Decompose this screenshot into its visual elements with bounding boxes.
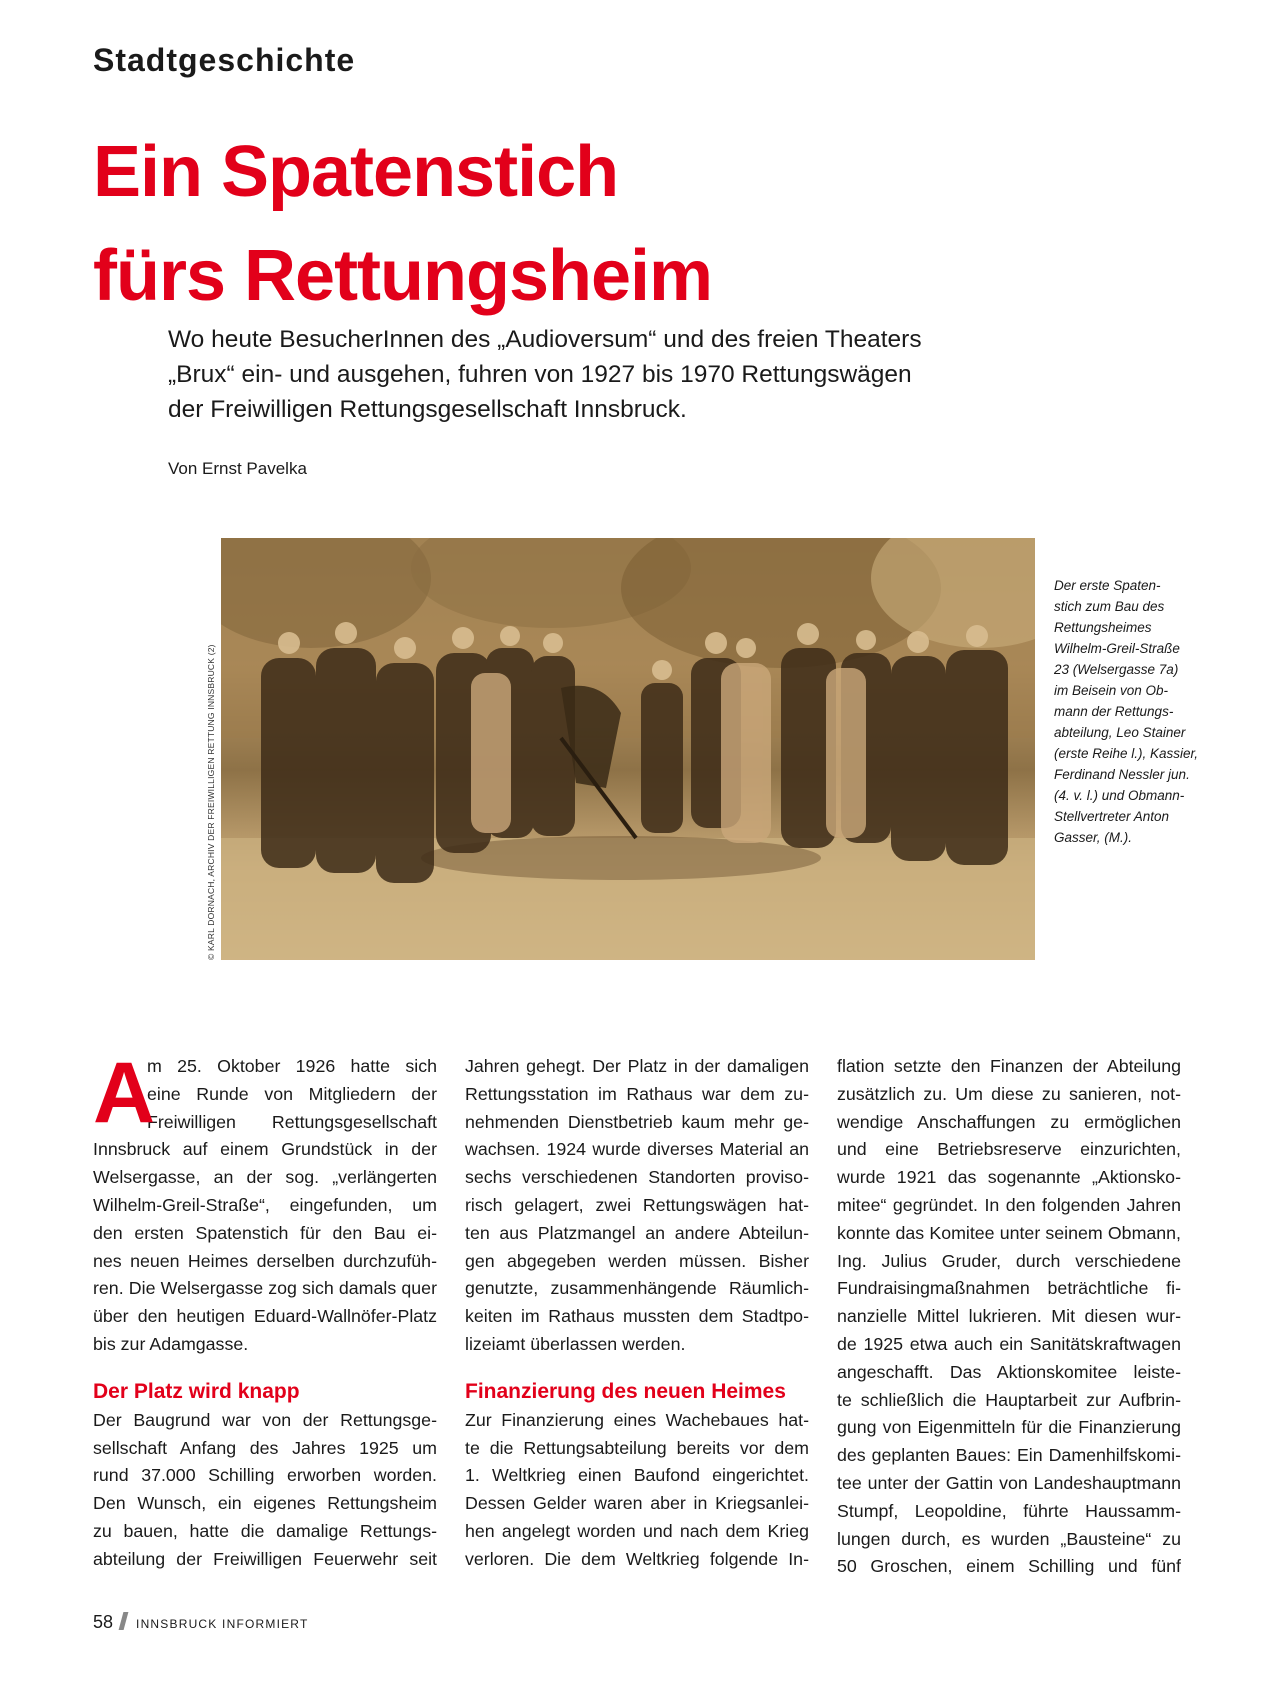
text-line: abteilung der Freiwilligen Feuerwehr seit xyxy=(93,1548,437,1569)
text-line: lungen durch, es wurden „Bausteine“ zu xyxy=(837,1528,1181,1549)
text-line: bis zur Adamgasse. xyxy=(93,1333,249,1354)
text-line: zusätzlich zu. Um diese zu sanieren, not- xyxy=(837,1083,1181,1104)
photo-credit: © KARL DORNACH, ARCHIV DER FREIWILLIGEN RETTUNG INNSBRUCK (2) xyxy=(206,644,216,960)
text-line: nanzielle Mittel lukrieren. Mit diesen wur- xyxy=(837,1306,1181,1327)
text-line: tee unter der Gattin von Landeshauptmann xyxy=(837,1472,1181,1493)
caption-line: Wilhelm-Greil-Straße xyxy=(1054,641,1180,656)
text-line: des geplanten Baues: Ein Damenhilfskomi- xyxy=(837,1445,1181,1466)
text-line: keiten im Rathaus mussten dem Stadtpo- xyxy=(465,1306,809,1327)
separator-bar xyxy=(119,1612,129,1630)
headline-line-2: fürs Rettungsheim xyxy=(93,236,713,316)
caption-line: 23 (Welsergasse 7a) xyxy=(1054,662,1179,677)
text-line: risch gelagert, zwei Rettungswägen hat- xyxy=(465,1194,809,1215)
text-line: 50 Groschen, einem Schilling und fünf xyxy=(837,1556,1181,1577)
text-line: Stumpf, Leopoldine, führte Haussamm- xyxy=(837,1500,1181,1521)
text-line: wachsen. 1924 wurde diverses Material an xyxy=(465,1139,809,1160)
text-line: Den Wunsch, ein eigenes Rettungsheim xyxy=(93,1493,437,1514)
caption-line: im Beisein von Ob- xyxy=(1054,683,1169,698)
text-line: Der Baugrund war von der Rettungsge- xyxy=(93,1409,437,1430)
text-line: eine Runde von Mitgliedern der xyxy=(147,1083,437,1104)
text-line: gen abgegeben werden müssen. Bisher xyxy=(465,1250,809,1271)
caption-line: mann der Rettungs- xyxy=(1054,704,1174,719)
section-label: Stadtgeschichte xyxy=(93,42,356,78)
text-line: gung von Eigenmitteln für die Finanzierung xyxy=(837,1417,1181,1438)
text-line: Freiwilligen Rettungsgesellschaft xyxy=(147,1111,437,1132)
text-line: konnte das Komitee unter seinem Obmann, xyxy=(837,1222,1181,1243)
magazine-name: INNSBRUCK INFORMIERT xyxy=(136,1617,309,1631)
caption-line: (erste Reihe l.), Kassier, xyxy=(1054,746,1199,761)
text-line: angeschafft. Das Aktionskomitee leiste- xyxy=(837,1361,1181,1382)
historic-photo xyxy=(221,538,1035,960)
text-line: nehmenden Dienstbetrieb kaum mehr ge- xyxy=(465,1111,809,1132)
text-line: verloren. Die dem Weltkrieg folgende In- xyxy=(465,1548,809,1569)
text-line: ren. Die Welsergasse zog sich damals quer xyxy=(93,1278,437,1299)
caption-line: Der erste Spaten- xyxy=(1054,578,1161,593)
text-line: lizeiamt überlassen werden. xyxy=(465,1333,686,1354)
text-line: rund 37.000 Schilling erworben worden. xyxy=(93,1465,437,1486)
text-line: de 1925 etwa auch ein Sanitätskraftwagen xyxy=(837,1333,1181,1354)
page-footer xyxy=(93,1612,308,1633)
text-line: Innsbruck auf einem Grundstück in der xyxy=(93,1139,437,1160)
text-line: sellschaft Anfang des Jahres 1925 um xyxy=(93,1437,437,1458)
lead-line: „Brux“ ein- und ausgehen, fuhren von 1927 bis 1970 Rettungswägen xyxy=(168,361,912,388)
caption-line: stich zum Bau des xyxy=(1054,599,1165,614)
text-line: te die Rettungsabteilung bereits vor dem xyxy=(465,1437,809,1458)
text-line: Fundraisingmaßnahmen beträchtliche fi- xyxy=(837,1278,1181,1299)
text-line: flation setzte den Finanzen der Abteilung xyxy=(837,1056,1181,1076)
text-line: Welsergasse, an der sog. „verlängerten xyxy=(93,1167,437,1188)
page-number: 58 xyxy=(93,1612,114,1632)
subheading: Der Platz wird knapp xyxy=(93,1379,300,1403)
byline: Von Ernst Pavelka xyxy=(168,459,307,478)
caption-line: Ferdinand Nessler jun. xyxy=(1054,767,1190,782)
lead-line: der Freiwilligen Rettungsgesellschaft Innsbruck. xyxy=(168,396,687,423)
text-line: m 25. Oktober 1926 hatte sich xyxy=(147,1056,437,1076)
article-column-2 xyxy=(465,1053,809,1574)
headline xyxy=(93,120,993,328)
article-column-3 xyxy=(837,1053,1181,1581)
caption-line: abteilung, Leo Stainer xyxy=(1054,725,1186,740)
text-line: Ing. Julius Gruder, durch verschiedene xyxy=(837,1250,1181,1271)
text-line: wendige Anschaffungen zu ermöglichen xyxy=(837,1111,1181,1132)
lead-paragraph xyxy=(168,322,928,427)
text-line: Rettungsstation im Rathaus war dem zu- xyxy=(465,1083,809,1104)
text-line: zu bauen, hatte die damalige Rettungs- xyxy=(93,1520,437,1541)
drop-cap: A xyxy=(93,1045,156,1141)
text-line: Zur Finanzierung eines Wachebaues hat- xyxy=(465,1409,809,1430)
photo-caption xyxy=(1054,575,1199,848)
caption-line: Rettungsheimes xyxy=(1054,620,1152,635)
headline-line-1: Ein Spatenstich xyxy=(93,132,619,212)
text-line: über den heutigen Eduard-Wallnöfer-Platz xyxy=(93,1306,437,1327)
text-line: und eine Betriebsreserve einzurichten, xyxy=(837,1139,1181,1160)
article-column-1 xyxy=(93,1045,437,1574)
caption-line: Gasser, (M.). xyxy=(1054,830,1133,845)
text-line: Jahren gehegt. Der Platz in der damaligen xyxy=(465,1056,809,1076)
text-line: te schließlich die Hauptarbeit zur Aufbrin- xyxy=(837,1389,1181,1410)
text-line: Wilhelm-Greil-Straße“, eingefunden, um xyxy=(93,1194,437,1215)
text-line: den ersten Spatenstich für den Bau ei- xyxy=(93,1222,437,1243)
text-line: nes neuen Heimes derselben durchzufüh- xyxy=(93,1250,437,1271)
text-line: 1. Weltkrieg einen Baufond eingerichtet. xyxy=(465,1465,809,1486)
text-line: mitee“ gegründet. In den folgenden Jahren xyxy=(837,1194,1181,1215)
text-line: sechs verschiedenen Standorten proviso- xyxy=(465,1167,809,1188)
subheading: Finanzierung des neuen Heimes xyxy=(465,1379,786,1403)
text-line: genutzte, zusammenhängende Räumlich- xyxy=(465,1278,809,1299)
photo-illustration xyxy=(221,538,1035,960)
drop-cap-paragraph xyxy=(93,1045,437,1141)
text-line: hen angelegt worden und nach dem Krieg xyxy=(465,1520,809,1541)
caption-line: (4. v. l.) und Obmann- xyxy=(1054,788,1185,803)
text-line: wurde 1921 das sogenannte „Aktionsko- xyxy=(837,1167,1181,1188)
text-line: ten aus Platzmangel an andere Abteilun- xyxy=(465,1222,809,1243)
lead-line: Wo heute BesucherInnen des „Audioversum“ und des freien Theaters xyxy=(168,326,922,353)
text-line: Dessen Gelder waren aber in Kriegsanlei- xyxy=(465,1493,809,1514)
caption-line: Stellvertreter Anton xyxy=(1054,809,1170,824)
